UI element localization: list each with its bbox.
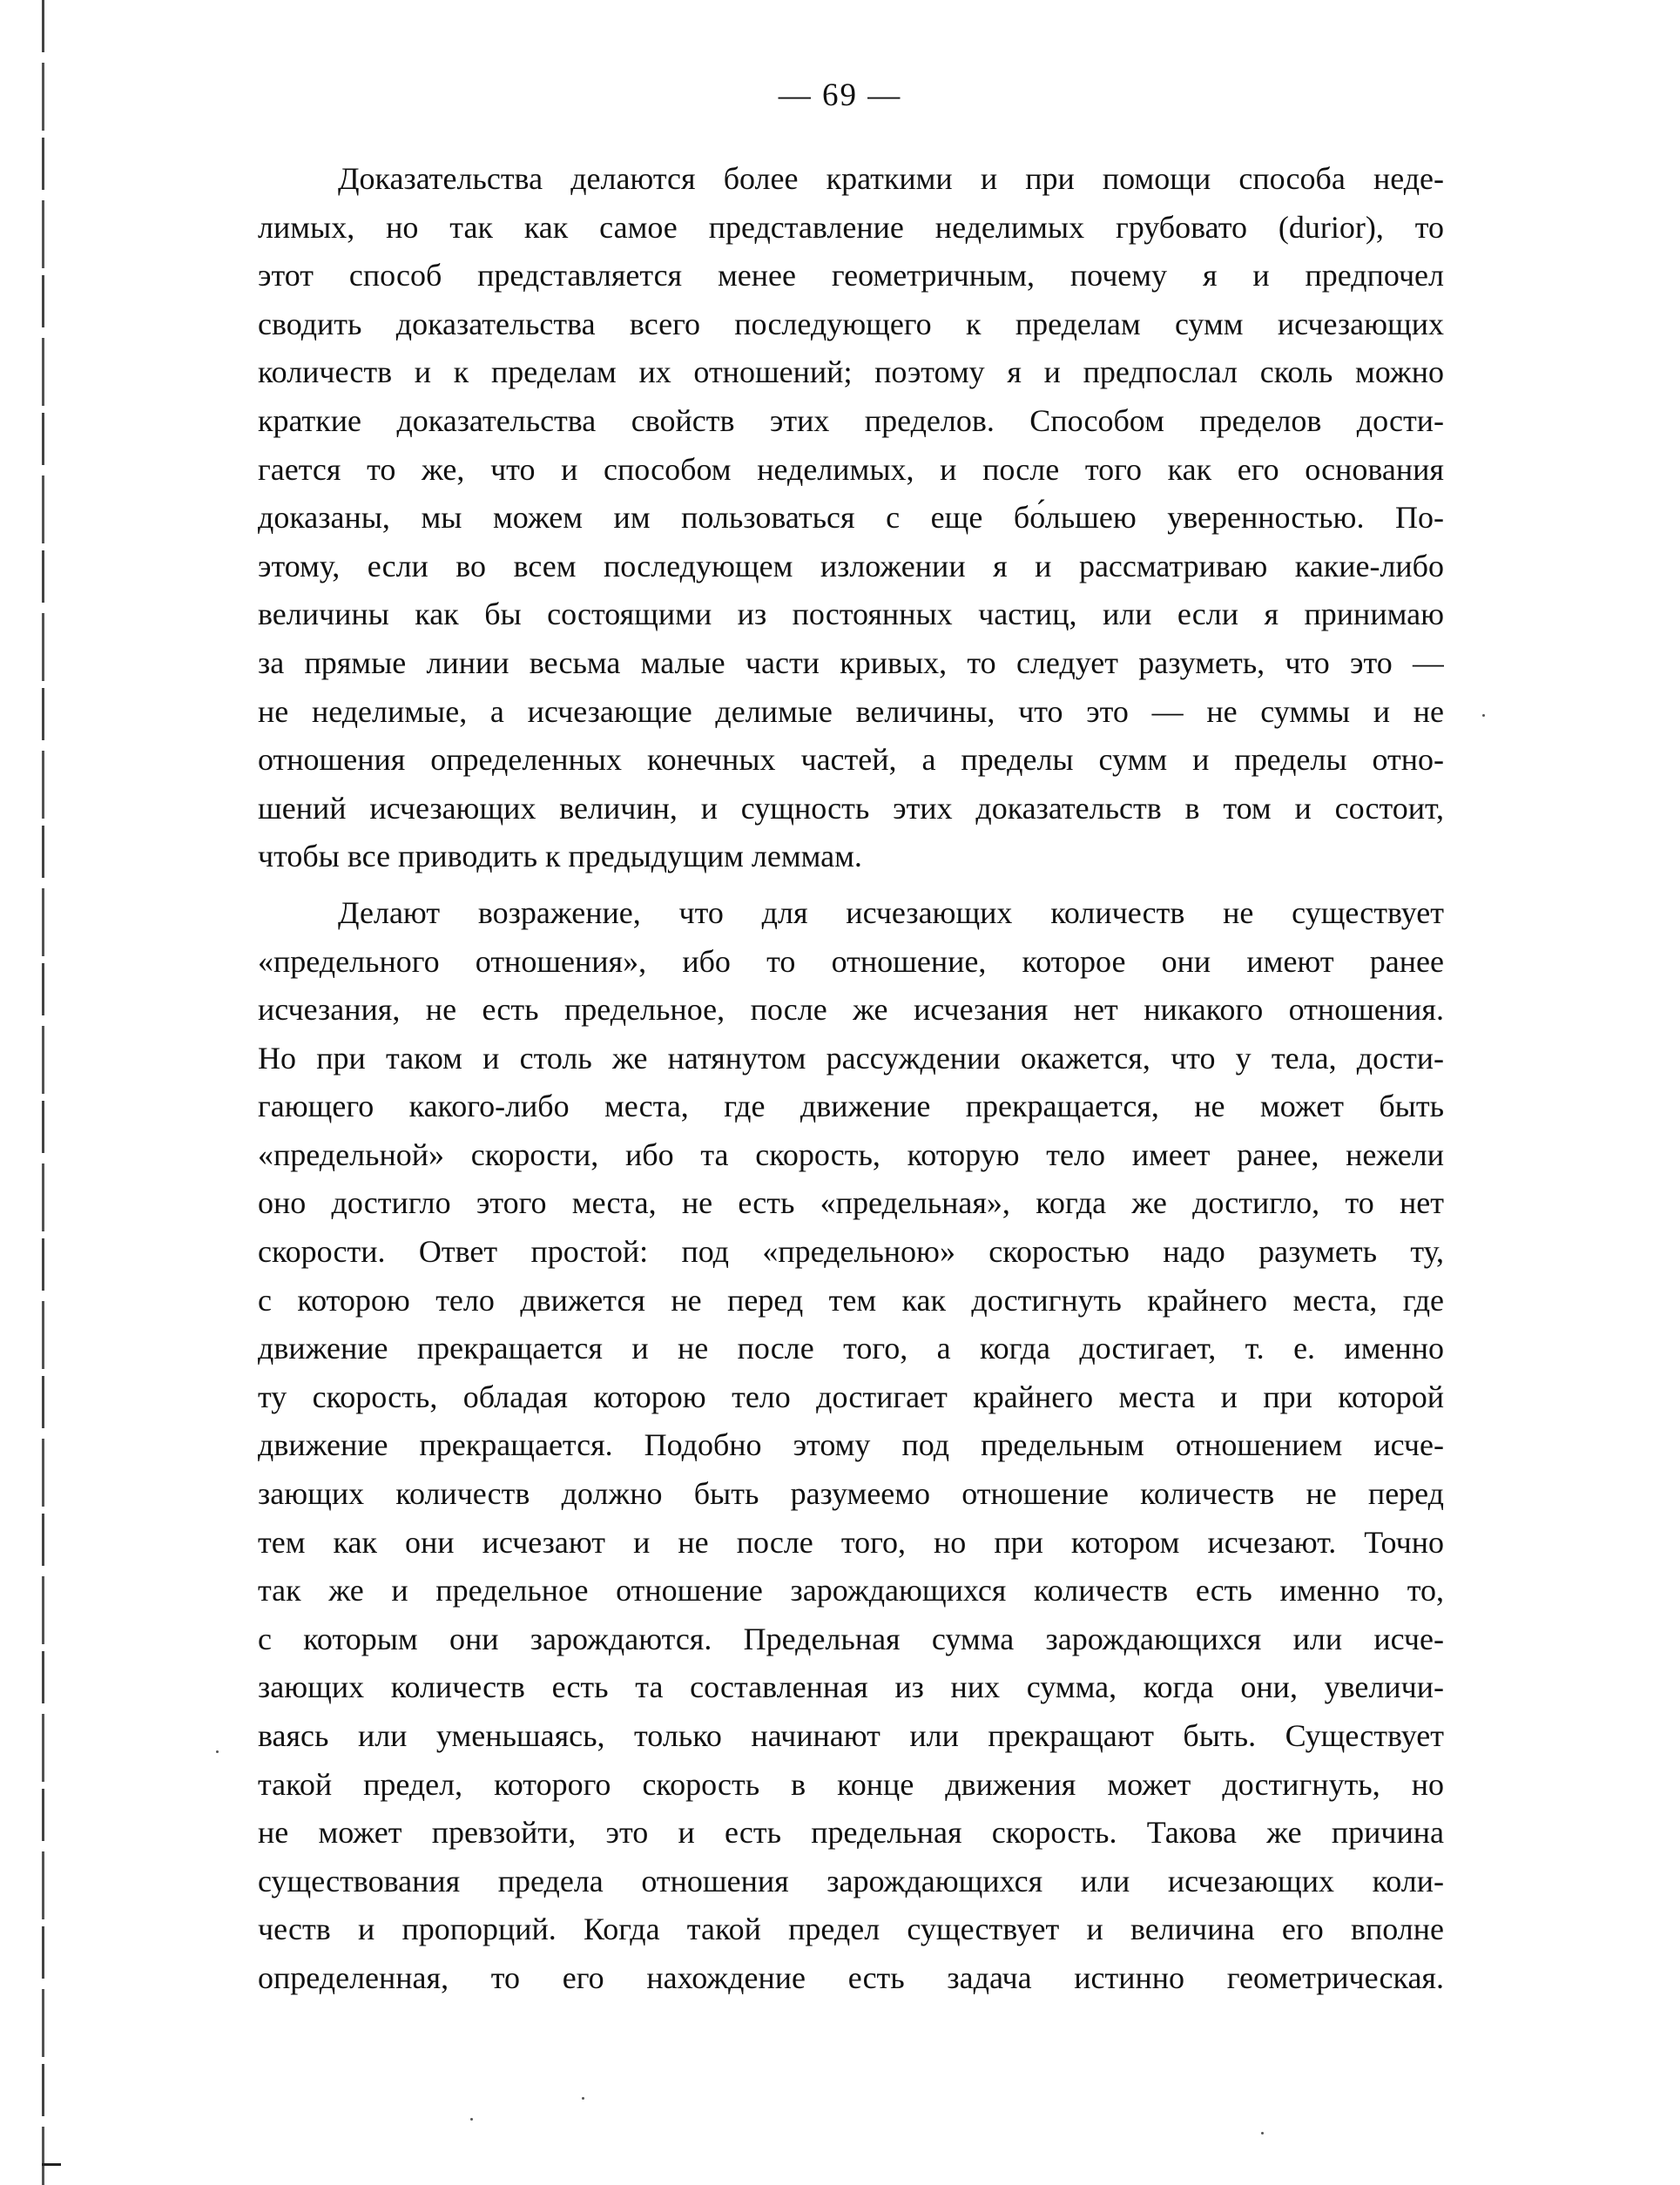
text-line: с которою тело движется не перед тем как достигнуть крайнего места, где bbox=[258, 1282, 1444, 1318]
text-line: чтобы все приводить к предыдущим леммам. bbox=[258, 839, 862, 874]
text-line: этому, если во всем последующем изложении я и рассматриваю какие-либо bbox=[258, 548, 1444, 583]
text-line: не может превзойти, это и есть предельная скорость. Такова же причина bbox=[258, 1815, 1444, 1851]
text-line: Но при таком и столь же натянутом рассуждении окажется, что у тела, дости- bbox=[258, 1040, 1444, 1076]
text-line: «предельной» скорости, ибо та скорость, которую тело имеет ранее, нежели bbox=[258, 1136, 1444, 1172]
scan-speck bbox=[216, 1750, 219, 1753]
text-line: количеств и к пределам их отношений; поэтому я и предпослал сколь можно bbox=[258, 354, 1444, 390]
binding-corner-mark bbox=[42, 2163, 61, 2166]
text-line: движение прекращается. Подобно этому под предельным отношением исче- bbox=[258, 1427, 1444, 1463]
text-line: скорости. Ответ простой: под «предельною» скоростью надо разуметь ту, bbox=[258, 1234, 1444, 1270]
text-line: определенная, то его нахождение есть задача истинно геометрическая. bbox=[258, 1959, 1444, 1995]
text-line: исчезания, не есть предельное, после же исчезания нет никакого отношения. bbox=[258, 992, 1444, 1028]
text-line: гается то же, что и способом неделимых, и после того как его основания bbox=[258, 451, 1444, 487]
text-line: оно достигло этого места, не есть «предельная», когда же достигло, то нет bbox=[258, 1185, 1444, 1221]
text-line: ваясь или уменьшаясь, только начинают или прекращают быть. Существует bbox=[258, 1718, 1444, 1753]
text-line: гающего какого-либо места, где движение прекращается, не может быть bbox=[258, 1089, 1444, 1124]
text-line: шений исчезающих величин, и сущность этих доказательств в том и состоит, bbox=[258, 790, 1444, 826]
scan-speck bbox=[1261, 2132, 1264, 2134]
scan-speck bbox=[470, 2118, 473, 2121]
text-line: тем как они исчезают и не после того, но при котором исчезают. Точно bbox=[258, 1524, 1444, 1560]
text-line: «предельного отношения», ибо то отношение, которое они имеют ранее bbox=[258, 943, 1444, 979]
text-line: существования предела отношения зарождающихся или исчезающих коли- bbox=[258, 1863, 1444, 1898]
text-line: Делают возражение, что для исчезающих количеств не существует bbox=[338, 894, 1444, 930]
text-line: за прямые линии весьма малые части кривых, то следует разуметь, что это — bbox=[258, 644, 1444, 680]
paragraph-gap bbox=[258, 881, 1444, 889]
paragraph-1 bbox=[258, 155, 1444, 881]
text-line: движение прекращается и не после того, а когда достигает, т. е. именно bbox=[258, 1331, 1444, 1366]
scan-speck bbox=[1482, 714, 1485, 717]
body-text bbox=[258, 155, 1444, 2003]
page-number: — 69 — bbox=[778, 78, 902, 113]
text-line: ту скорость, обладая которою тело достигает крайнего места и при которой bbox=[258, 1379, 1444, 1414]
text-line: такой предел, которого скорость в конце движения может достигнуть, но bbox=[258, 1766, 1444, 1802]
binding-edge bbox=[42, 0, 44, 2185]
text-line: зающих количеств есть та составленная из них сумма, когда они, увеличи- bbox=[258, 1669, 1444, 1705]
text-line: Доказательства делаются более краткими и при помощи способа неде- bbox=[338, 161, 1444, 196]
paragraph-2 bbox=[258, 889, 1444, 2003]
text-line: величины как бы состоящими из постоянных частиц, или если я принимаю bbox=[258, 597, 1444, 632]
text-line: так же и предельное отношение зарождающихся количеств есть именно то, bbox=[258, 1573, 1444, 1608]
text-line: честв и пропорций. Когда такой предел существует и величина его вполне bbox=[258, 1912, 1444, 1947]
text-line: этот способ представляется менее геометричным, почему я и предпочел bbox=[258, 258, 1444, 293]
text-line: отношения определенных конечных частей, а пределы сумм и пределы отно- bbox=[258, 742, 1444, 778]
text-line: сводить доказательства всего последующего к пределам сумм исчезающих bbox=[258, 306, 1444, 341]
text-line: краткие доказательства свойств этих пределов. Способом пределов дости- bbox=[258, 402, 1444, 438]
text-line: с которым они зарождаются. Предельная сумма зарождающихся или исче- bbox=[258, 1621, 1444, 1656]
text-line: не неделимые, а исчезающие делимые величины, что это — не суммы и не bbox=[258, 693, 1444, 729]
text-line: лимых, но так как самое представление неделимых грубовато (durior), то bbox=[258, 209, 1444, 245]
text-line: зающих количеств должно быть разумеемо отношение количеств не перед bbox=[258, 1476, 1444, 1512]
text-line: доказаны, мы можем им пользоваться с еще бо́льшею уверенностью. По- bbox=[258, 500, 1444, 536]
scan-speck bbox=[582, 2097, 584, 2100]
